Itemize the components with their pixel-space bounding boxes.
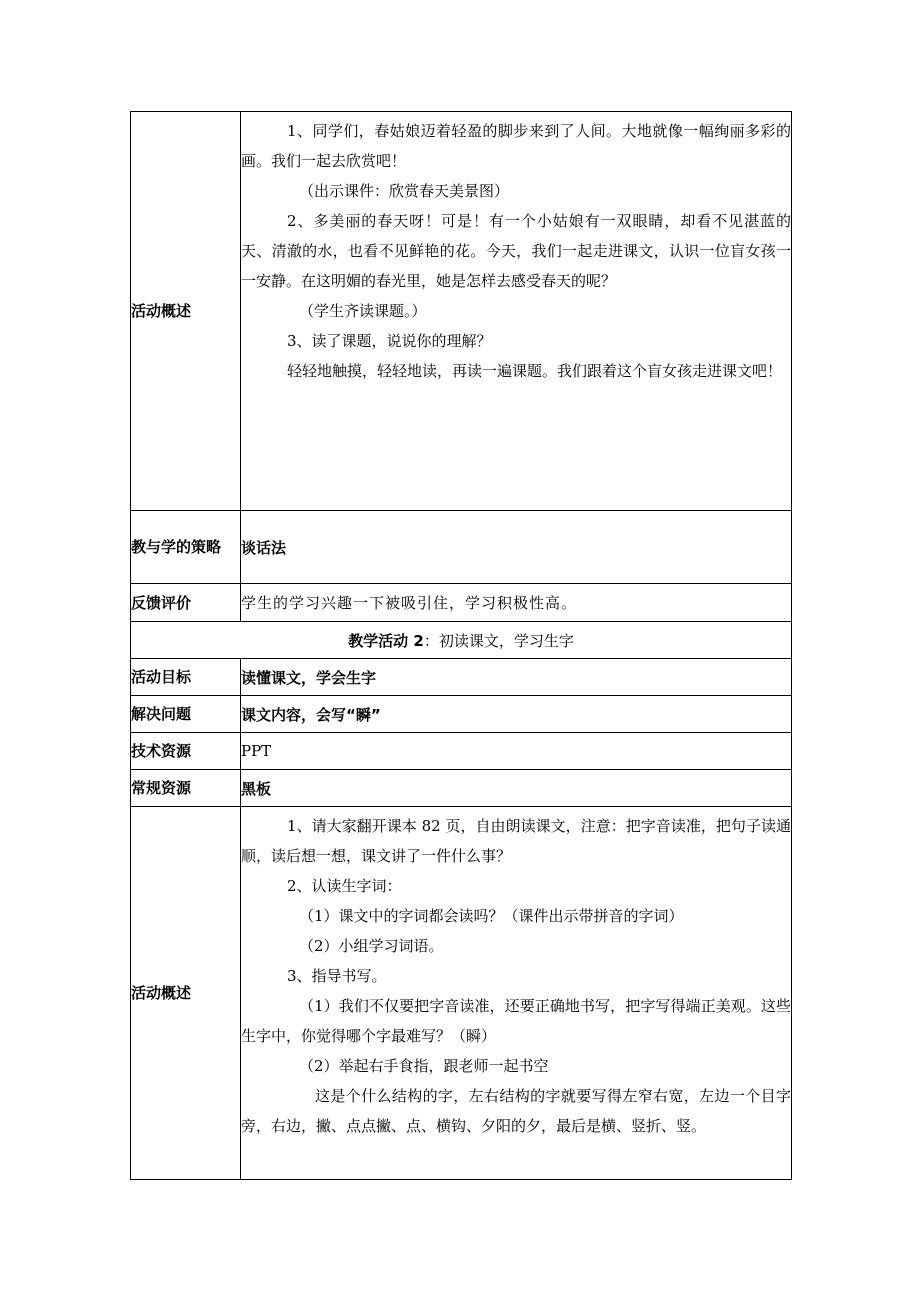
activity2-header [131,622,792,659]
activity2-header-row [131,622,792,659]
overview-paragraph: 轻轻地触摸，轻轻地读，再读一遍课题。我们跟着这个盲女孩走进课文吧！ [287,362,783,380]
activity2-goal-value: 读懂课文，学会生字 [241,659,792,696]
lesson-plan-table [130,111,792,1180]
activity2-problem-value: 课文内容，会写“瞬” [241,696,792,733]
activity1-strategy-value: 谈话法 [241,511,792,584]
overview-paragraph: 1、请大家翻开课本 82 页，自由朗读课文，注意：把字音读准，把句子读通顺，读后想一想，课文讲了一件什么事？ [241,817,791,865]
activity2-tech-value: PPT [241,733,792,770]
activity2-problem-label: 解决问题 [131,696,241,733]
overview-paragraph: （2）小组学习词语。 [299,937,444,955]
activity1-strategy-label: 教与学的策略 [131,511,241,584]
activity1-feedback-value: 学生的学习兴趣一下被吸引住，学习积极性高。 [241,584,792,622]
overview-paragraph: 1、同学们，春姑娘迈着轻盈的脚步来到了人间。大地就像一幅绚丽多彩的画。我们一起去欣赏吧！ [241,122,791,170]
overview-paragraph: 2、认读生字词： [287,877,402,895]
overview-paragraph: （2）举起右手食指，跟老师一起书空 [299,1057,549,1075]
overview-paragraph: （出示课件：欣赏春天美景图） [299,182,510,200]
activity2-regular-value: 黑板 [241,770,792,807]
overview-paragraph: 3、指导书写。 [287,967,387,985]
activity2-goal-row [131,659,792,696]
activity2-tech-row [131,733,792,770]
activity1-feedback-label: 反馈评价 [131,584,241,622]
overview-paragraph: （1）我们不仅要把字音读准，还要正确地书写，把字写得端正美观。这些生字中，你觉得哪个字最难写？（瞬） [241,997,791,1045]
activity2-goal-label: 活动目标 [131,659,241,696]
activity2-regular-row [131,770,792,807]
overview-paragraph: 这是个什么结构的字，左右结构的字就要写得左窄右宽，左边一个目字旁，右边，撇、点点撇、点、横钩、夕阳的夕，最后是横、竖折、竖。 [241,1087,791,1135]
activity2-overview-label: 活动概述 [131,807,241,1180]
activity2-header-rest: ：初读课文，学习生字 [423,631,574,650]
activity2-overview-row [131,807,792,1180]
overview-paragraph: （学生齐读课题。） [299,302,427,320]
activity1-strategy-row [131,511,792,584]
overview-paragraph: 2、多美丽的春天呀！可是！有一个小姑娘有一双眼睛，却看不见湛蓝的天、清澈的水，也看不见鲜艳的花。今天，我们一起走进课文，认识一位盲女孩一一安静。在这明媚的春光里，她是怎样去感受春天的呢？ [241,212,791,290]
overview-paragraph: 3、读了课题，说说你的理解？ [287,332,492,350]
activity2-regular-label: 常规资源 [131,770,241,807]
activity1-overview-label: 活动概述 [131,112,241,511]
activity2-problem-row [131,696,792,733]
activity2-header-bold: 教学活动 2 [348,631,424,650]
activity1-feedback-row [131,584,792,622]
activity1-overview-row [131,112,792,511]
activity1-overview-content [241,112,792,511]
activity2-tech-label: 技术资源 [131,733,241,770]
overview-paragraph: （1）课文中的字词都会读吗？（课件出示带拼音的字词） [299,907,684,925]
activity2-overview-content [241,807,792,1180]
